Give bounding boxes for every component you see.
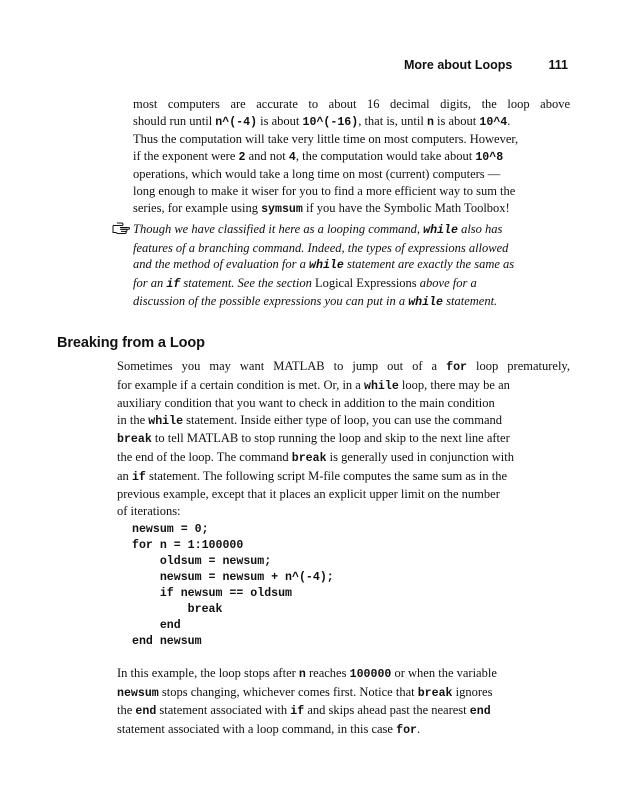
inline-code: 10^(-16)	[302, 115, 359, 129]
paragraph-continued	[133, 96, 570, 218]
paragraph	[117, 358, 570, 519]
code-listing	[132, 522, 334, 650]
inline-code: end	[135, 705, 157, 719]
inline-code: 4	[288, 150, 296, 164]
text-line: previous example, except that it places an explicit upper limit on the number	[117, 487, 500, 502]
text-line: Sometimes you may want MATLAB to jump out of a for loop prematurely,	[117, 359, 570, 374]
text-line: for example if a certain condition is met. Or, in a while loop, there may be an	[117, 377, 510, 393]
inline-code: while	[408, 296, 444, 310]
text-line: Though we have classified it here as a looping command, while also has	[133, 222, 503, 237]
code-line: break	[132, 603, 223, 616]
inline-code: break	[291, 451, 327, 465]
inline-code: for	[446, 361, 468, 374]
code-line: end newsum	[132, 635, 202, 648]
note-block	[133, 221, 570, 312]
text-line: discussion of the possible expressions you can put in a while statement.	[133, 294, 498, 310]
inline-code: if	[290, 705, 305, 719]
text-line: should run until n^(-4) is about 10^(-16), that is, until n is about 10^4.	[133, 113, 511, 129]
page-number: 111	[548, 58, 568, 72]
code-line: newsum = newsum + n^(-4);	[132, 571, 334, 584]
text-line: series, for example using symsum if you have the Symbolic Math Toolbox!	[133, 200, 510, 216]
inline-code: if	[166, 277, 181, 291]
inline-code: end	[469, 705, 491, 719]
inline-code: while	[364, 379, 399, 393]
text-line: auxiliary condition that you want to check in addition to the main condition	[117, 396, 495, 411]
inline-code: for	[396, 723, 417, 737]
inline-code: break	[417, 686, 453, 700]
text-line: of iterations:	[117, 503, 181, 518]
text-line: break to tell MATLAB to stop running the loop and skip to the next line after	[117, 431, 510, 447]
text-line: newsum stops changing, whichever comes first. Notice that break ignores	[117, 684, 493, 700]
text-line: an if statement. The following script M-file computes the same sum as in the	[117, 468, 508, 484]
text-line: features of a branching command. Indeed, the types of expressions allowed	[133, 240, 509, 255]
inline-code: 2	[238, 150, 246, 164]
section-heading: Breaking from a Loop	[57, 335, 205, 351]
code-line: newsum = 0;	[132, 523, 209, 536]
inline-code: n	[298, 668, 306, 681]
pointing-hand-icon	[112, 221, 130, 235]
running-header	[400, 58, 570, 74]
code-line: if newsum == oldsum	[132, 587, 293, 600]
text-line: In this example, the loop stops after n reaches 100000 or when the variable	[117, 666, 497, 681]
inline-code: 10^8	[475, 150, 504, 164]
inline-code: 100000	[349, 668, 392, 681]
inline-code: n^(-4)	[215, 115, 258, 129]
inline-code: while	[148, 414, 184, 428]
text-line: Thus the computation will take very little time on most computers. However,	[133, 132, 519, 147]
code-line: for n = 1:100000	[132, 539, 244, 552]
inline-code: 10^4	[479, 115, 508, 129]
text-line: the end statement associated with if and skips ahead past the nearest end	[117, 703, 491, 719]
text-line: operations, which would take a long time on most (current) computers —	[133, 167, 501, 182]
inline-code: n	[426, 115, 434, 129]
code-line: end	[132, 619, 181, 632]
text-line: if the exponent were 2 and not 4, the computation would take about 10^8	[133, 148, 504, 164]
paragraph	[117, 665, 570, 739]
inline-code: break	[117, 433, 152, 447]
text-line: for an if statement. See the section Logical Expressions above for a	[133, 275, 477, 291]
text-line: long enough to make it wiser for you to find a more efficient way to sum the	[133, 183, 516, 198]
running-header-title: More about Loops	[404, 58, 513, 72]
text-line: statement associated with a loop command, in this case for.	[117, 721, 421, 737]
inline-code: while	[309, 259, 344, 273]
text-line: most computers are accurate to about 16 decimal digits, the loop above	[133, 97, 570, 111]
inline-code: symsum	[261, 202, 303, 216]
text-line: the end of the loop. The command break is generally used in conjunction with	[117, 449, 514, 465]
code-line: oldsum = newsum;	[132, 555, 272, 568]
inline-code: newsum	[117, 686, 159, 700]
text-line: and the method of evaluation for a while statement are exactly the same as	[133, 257, 515, 273]
inline-code: while	[423, 224, 458, 237]
text-line: in the while statement. Inside either type of loop, you can use the command	[117, 412, 503, 428]
section-reference: Logical Expressions	[314, 275, 417, 290]
inline-code: if	[131, 470, 146, 484]
